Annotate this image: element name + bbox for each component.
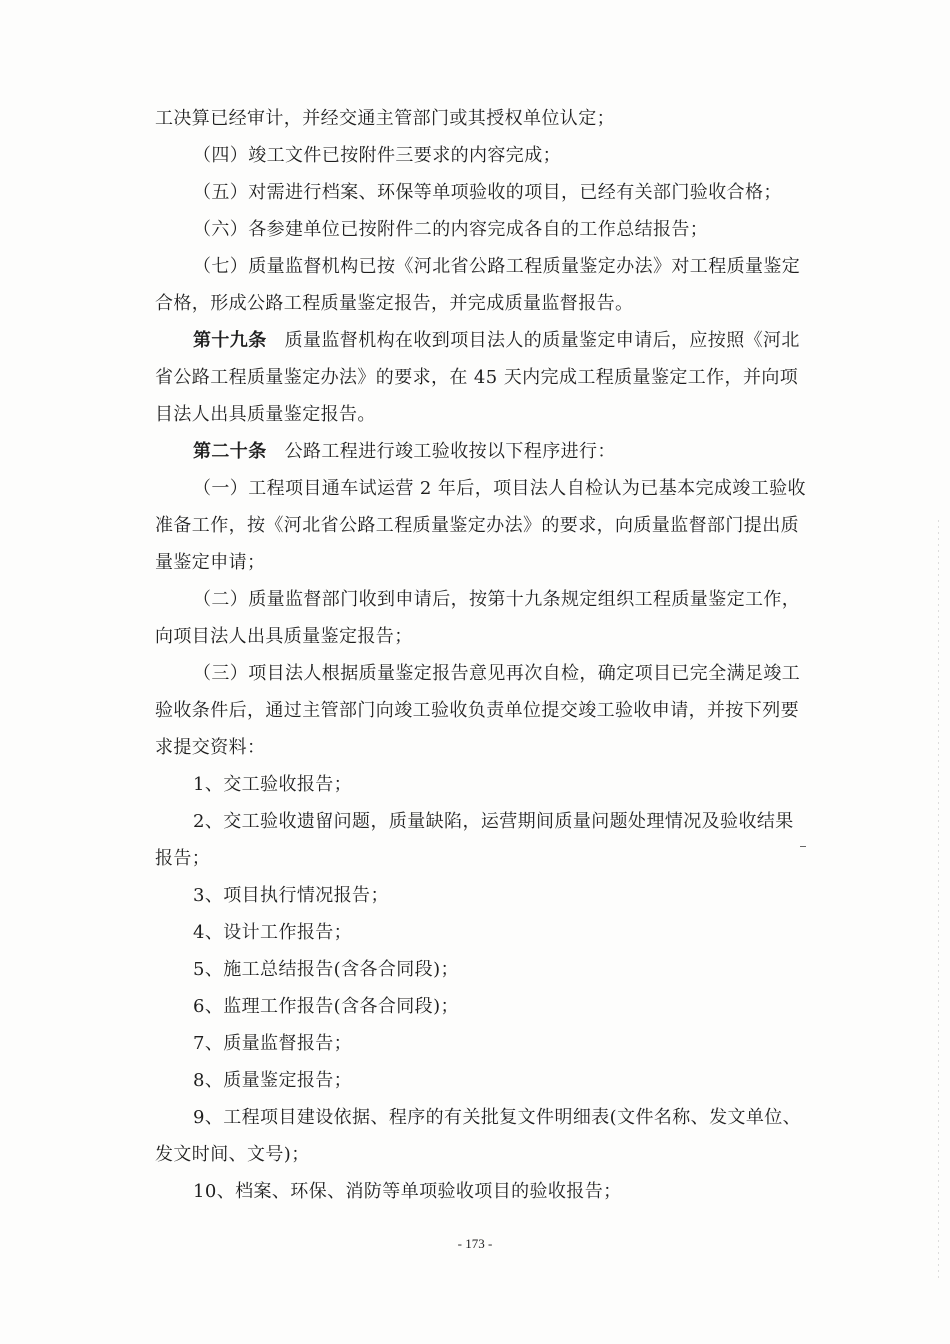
text-line: （七）质量监督机构已按《河北省公路工程质量鉴定办法》对工程质量鉴定	[193, 256, 801, 277]
list-item: 5、施工总结报告(含各合同段)；	[193, 959, 459, 980]
list-item: 8、质量鉴定报告；	[193, 1070, 353, 1091]
text-line: （二）质量监督部门收到申请后，按第十九条规定组织工程质量鉴定工作，	[193, 589, 801, 610]
text-line: 报告；	[155, 848, 211, 869]
list-item: 1、交工验收报告；	[193, 774, 353, 795]
text-line: （六）各参建单位已按附件二的内容完成各自的工作总结报告；	[193, 219, 709, 240]
text-line: 省公路工程质量鉴定办法》的要求，在 45 天内完成工程质量鉴定工作，并向项	[155, 367, 799, 388]
body-text	[155, 100, 820, 1210]
list-item: 4、设计工作报告；	[193, 922, 353, 943]
list-item: 2、交工验收遗留问题，质量缺陷，运营期间质量问题处理情况及验收结果	[193, 811, 794, 832]
text-line: 发文时间、文号)；	[155, 1144, 310, 1165]
list-item: 7、质量监督报告；	[193, 1033, 353, 1054]
page-number: - 173 -	[457, 1236, 493, 1251]
text-line: 质量监督机构在收到项目法人的质量鉴定申请后，应按照《河北	[284, 330, 800, 351]
text-line: 验收条件后，通过主管部门向竣工验收负责单位提交竣工验收申请，并按下列要	[155, 700, 799, 721]
text-line: 量鉴定申请；	[155, 552, 266, 573]
text-line: （三）项目法人根据质量鉴定报告意见再次自检，确定项目已完全满足竣工	[193, 663, 801, 684]
text-line: 向项目法人出具质量鉴定报告；	[155, 626, 413, 647]
text-line: （四）竣工文件已按附件三要求的内容完成；	[193, 145, 561, 166]
text-line: 目法人出具质量鉴定报告。	[155, 404, 376, 425]
list-item: 9、工程项目建设依据、程序的有关批复文件明细表(文件名称、发文单位、	[193, 1107, 802, 1128]
text-line: 准备工作，按《河北省公路工程质量鉴定办法》的要求，向质量监督部门提出质	[155, 515, 799, 536]
article-19-line	[155, 322, 820, 359]
text-line: 工决算已经审计，并经交通主管部门或其授权单位认定；	[155, 108, 615, 129]
text-line: 求提交资料：	[155, 737, 266, 758]
text-line: （一）工程项目通车试运营 2 年后，项目法人自检认为已基本完成竣工验收	[193, 478, 806, 499]
scan-speck	[800, 846, 806, 847]
article-19-heading: 第十九条	[193, 330, 267, 351]
text-line: （五）对需进行档案、环保等单项验收的项目，已经有关部门验收合格；	[193, 182, 782, 203]
list-item: 10、档案、环保、消防等单项验收项目的验收报告；	[193, 1181, 622, 1202]
list-item: 3、项目执行情况报告；	[193, 885, 389, 906]
text-line: 公路工程进行竣工验收按以下程序进行：	[284, 441, 616, 462]
article-20-line	[155, 433, 820, 470]
list-item: 6、监理工作报告(含各合同段)；	[193, 996, 459, 1017]
scan-edge-artifact	[938, 520, 939, 1280]
article-20-heading: 第二十条	[193, 441, 267, 462]
text-line: 合格，形成公路工程质量鉴定报告，并完成质量监督报告。	[155, 293, 634, 314]
